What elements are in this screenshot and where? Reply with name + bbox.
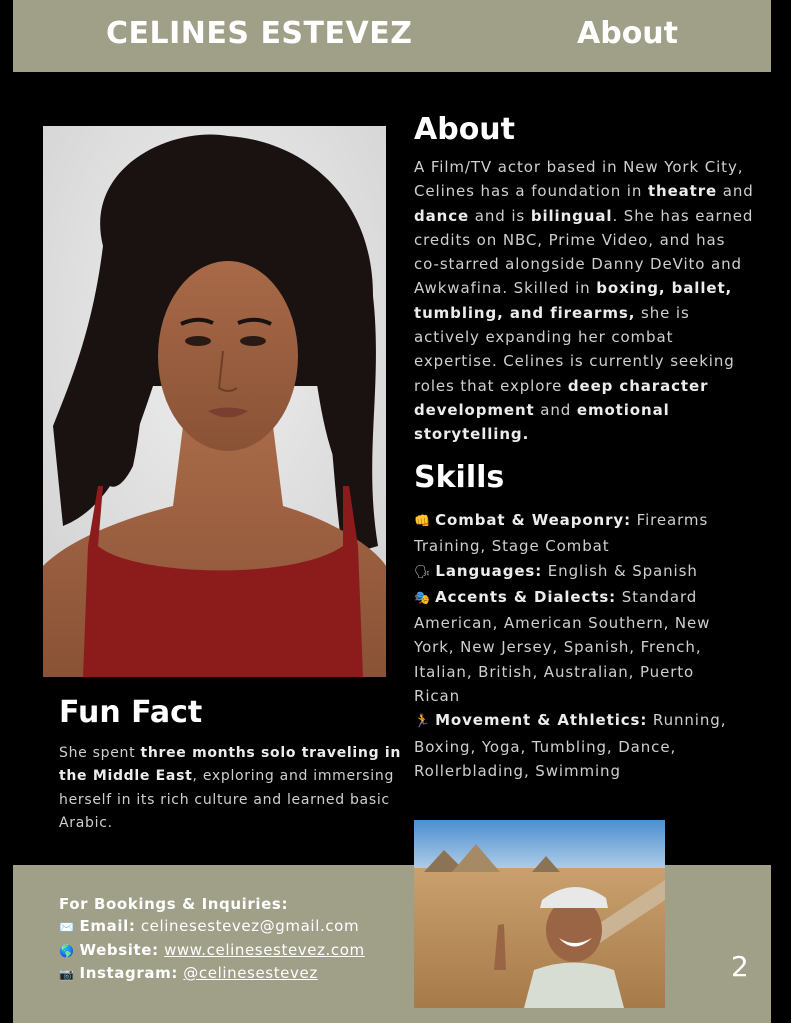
bold-text: theatre xyxy=(647,182,718,201)
skill-label: Languages: xyxy=(435,561,543,580)
bold-text: boxing, ballet, tumbling, and firearms, xyxy=(414,279,733,322)
website-label: Website: xyxy=(79,940,159,959)
skill-label: Movement & Athletics: xyxy=(435,711,648,730)
contact-block xyxy=(59,893,365,985)
text-segment: A Film/TV actor based in New York City, Celines has a foundation in xyxy=(414,158,744,201)
header-name: CELINES ESTEVEZ xyxy=(106,16,413,51)
instagram-link[interactable]: @celinesestevez xyxy=(183,963,318,982)
text-segment: She spent xyxy=(59,745,141,761)
bold-text: bilingual xyxy=(530,206,613,225)
fun-fact-paragraph xyxy=(59,742,404,835)
about-paragraph xyxy=(414,155,754,447)
skill-label: Combat & Weaponry: xyxy=(435,511,631,529)
globe-icon: 🌎 xyxy=(59,943,75,958)
skill-item xyxy=(414,585,744,708)
instagram-label: Instagram: xyxy=(79,963,178,982)
skill-item xyxy=(414,708,744,783)
text-segment: and xyxy=(717,182,754,201)
text-segment: and is xyxy=(469,206,531,225)
skills-list xyxy=(414,508,744,783)
speaking-head-icon: 🗣 xyxy=(414,564,432,580)
bold-text: dance xyxy=(414,206,470,225)
skill-item xyxy=(414,508,744,559)
travel-photo xyxy=(414,820,665,1008)
skill-value: Running, Boxing, Yoga, Tumbling, Dance, Rollerblading, Swimming xyxy=(414,711,727,780)
contact-heading: For Bookings & Inquiries: xyxy=(59,895,289,913)
contact-instagram-row xyxy=(59,962,365,985)
text-segment: , exploring and immersing herself in its rich culture and learned basic Arabic. xyxy=(59,768,395,831)
contact-website-row xyxy=(59,939,365,962)
skill-value: Firearms Training, Stage Combat xyxy=(414,511,709,556)
camera-icon: 📷 xyxy=(59,966,75,981)
bold-text: deep character development xyxy=(414,376,709,419)
about-heading: About xyxy=(414,112,516,147)
bold-text: emotional storytelling. xyxy=(414,400,670,444)
runner-icon: 🏃 xyxy=(414,714,432,730)
nav-about-link[interactable]: About xyxy=(577,16,679,51)
portrait-photo xyxy=(43,126,386,677)
text-segment: she is actively expanding her combat expertise. Celines is currently seeking roles that explore xyxy=(414,303,735,395)
fist-icon: 👊 xyxy=(414,514,432,529)
page-number: 2 xyxy=(731,950,749,983)
email-label: Email: xyxy=(79,917,136,936)
header-bar xyxy=(13,0,771,72)
skill-value: English & Spanish xyxy=(542,561,698,580)
email-value[interactable]: celinesestevez@gmail.com xyxy=(140,917,360,936)
skill-value: Standard American, American Southern, New York, New Jersey, Spanish, French, Italian, British, Australian, Puerto Rican xyxy=(414,587,711,706)
bold-text: three months solo traveling in the Middle East xyxy=(59,745,402,785)
text-segment: . She has earned credits on NBC, Prime Video, and has co-starred alongside Danny DeVito and Awkwafina. Skilled in xyxy=(414,206,754,298)
skill-item xyxy=(414,559,744,585)
envelope-icon: ✉️ xyxy=(59,920,75,935)
fun-fact-heading: Fun Fact xyxy=(59,695,203,730)
theater-masks-icon: 🎭 xyxy=(414,590,432,606)
skill-label: Accents & Dialects: xyxy=(435,587,617,606)
contact-email-row xyxy=(59,915,365,938)
website-link[interactable]: www.celinesestevez.com xyxy=(164,940,365,959)
text-segment: and xyxy=(534,400,577,419)
skills-heading: Skills xyxy=(414,460,505,495)
